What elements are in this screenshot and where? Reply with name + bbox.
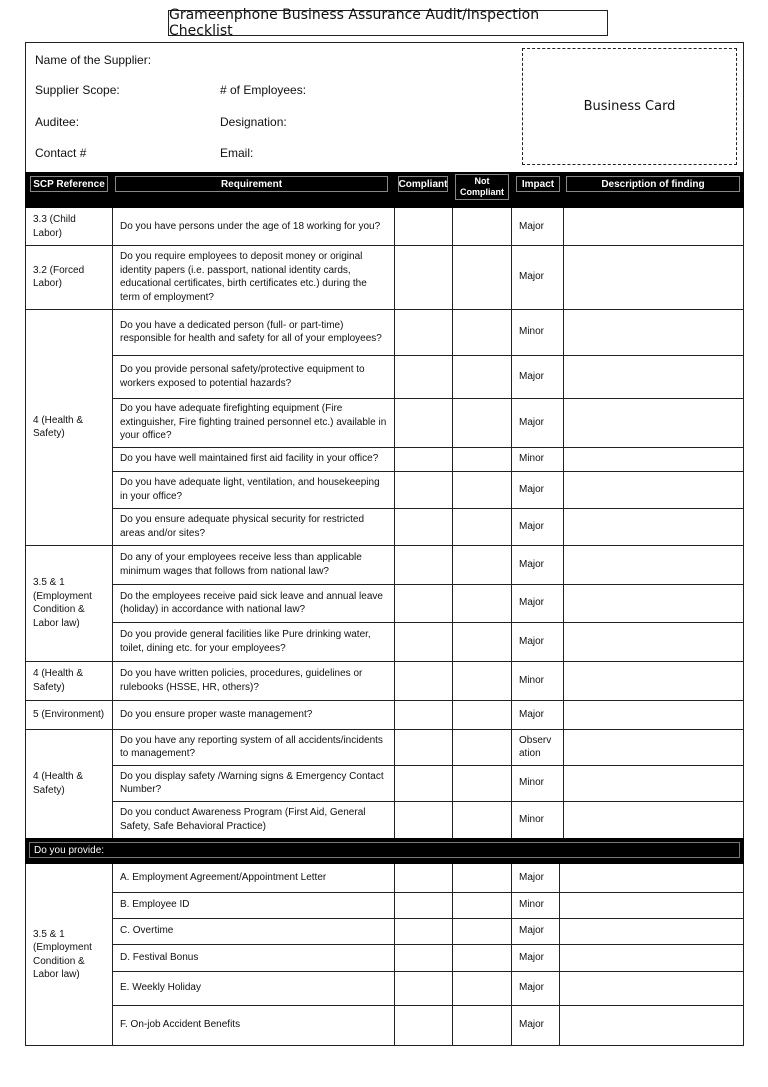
requirement-cell: Do the employees receive paid sick leave and annual leave (holiday) in accordance with national law? — [120, 590, 383, 615]
scp-ref-health-safety: 4 (Health & Safety) — [33, 771, 84, 796]
requirement-cell: Do you have adequate light, ventilation, and housekeeping in your office? — [120, 477, 380, 502]
auditee-label: Auditee: — [35, 115, 80, 129]
impact-cell: Major — [519, 597, 545, 609]
header-impact: Impact — [516, 176, 560, 192]
impact-cell: Minor — [519, 674, 545, 686]
impact-cell: Major — [519, 520, 545, 532]
requirement-cell: Do you provide general facilities like Pure drinking water, toilet, dining etc. for your employees? — [120, 629, 371, 654]
requirement-cell: Do you ensure adequate physical security for restricted areas and/or sites? — [120, 514, 365, 539]
provide-requirement-cell: E. Weekly Holiday — [120, 982, 201, 994]
requirement-cell: Do any of your employees receive less than applicable minimum wages that follows from national law? — [120, 552, 362, 577]
impact-cell: Major — [519, 416, 545, 428]
requirement-cell: Do you ensure proper waste management? — [120, 708, 313, 720]
designation-label: Designation: — [220, 115, 287, 129]
provide-impact-cell: Major — [519, 951, 545, 963]
impact-cell: Minor — [519, 777, 545, 789]
section-bar — [25, 838, 744, 864]
scp-ref-employment: 3.5 & 1 (Employment Condition & Labor law) — [33, 928, 92, 980]
header-requirement: Requirement — [115, 176, 388, 192]
scp-ref-child-labor: 3.3 (Child Labor) — [33, 214, 76, 239]
impact-cell: Major — [519, 483, 545, 495]
provide-requirement-cell: D. Festival Bonus — [120, 951, 199, 963]
requirement-cell: Do you have well maintained first aid facility in your office? — [120, 453, 379, 465]
employees-label: # of Employees: — [220, 83, 307, 97]
impact-cell: Observation — [519, 734, 552, 759]
header-not-compliant-line2: Compliant — [460, 187, 504, 197]
scp-ref-health-safety: 4 (Health & Safety) — [33, 668, 84, 693]
requirement-cell: Do you have persons under the age of 18 working for you? — [120, 220, 381, 232]
provide-requirement-cell: A. Employment Agreement/Appointment Letter — [120, 872, 327, 884]
provide-impact-cell: Major — [519, 1019, 545, 1031]
header-not-compliant — [455, 174, 509, 200]
scp-ref-forced-labor: 3.2 (Forced Labor) — [33, 264, 85, 289]
scp-ref-health-safety: 4 (Health & Safety) — [33, 414, 84, 439]
header-not-compliant-line1: Not — [474, 176, 490, 186]
requirement-cell: Do you require employees to deposit money or original identity papers (i.e. passport, national identity cards, educational certificates, birth certificates etc.) during the term of employment? — [120, 251, 367, 303]
scp-ref-employment: 3.5 & 1 (Employment Condition & Labor law) — [33, 577, 92, 629]
requirement-cell: Do you have adequate firefighting equipment (Fire extinguisher, Fire fighting trained personnel etc.) available in your office? — [120, 403, 387, 442]
provide-requirement-cell: B. Employee ID — [120, 899, 190, 911]
supplier-name-label: Name of the Supplier: — [35, 53, 152, 67]
provide-impact-cell: Major — [519, 872, 545, 884]
requirement-cell: Do you conduct Awareness Program (First Aid, General Safety, Safe Behavioral Practice) — [120, 807, 366, 832]
header-compliant: Compliant — [398, 176, 448, 192]
impact-cell: Major — [519, 635, 545, 647]
impact-cell: Minor — [519, 813, 545, 825]
table-header — [25, 172, 744, 208]
provide-requirement-cell: F. On-job Accident Benefits — [120, 1019, 241, 1031]
provide-requirement-cell: C. Overtime — [120, 925, 174, 937]
impact-cell: Major — [519, 708, 545, 720]
email-label: Email: — [220, 146, 254, 160]
supplier-scope-label: Supplier Scope: — [35, 83, 120, 97]
provide-impact-cell: Minor — [519, 899, 545, 911]
requirement-cell: Do you provide personal safety/protective equipment to workers exposed to potential hazards? — [120, 364, 365, 389]
impact-cell: Major — [519, 558, 545, 570]
document-title: Grameenphone Business Assurance Audit/Inspection Checklist — [168, 10, 608, 36]
provide-impact-cell: Major — [519, 982, 545, 994]
requirement-cell: Do you have any reporting system of all accidents/incidents to management? — [120, 734, 383, 759]
impact-cell: Minor — [519, 326, 545, 338]
impact-cell: Major — [519, 271, 545, 283]
requirement-cell: Do you display safety /Warning signs & Emergency Contact Number? — [120, 770, 384, 795]
contact-label: Contact # — [35, 146, 87, 160]
header-description: Description of finding — [566, 176, 740, 192]
impact-cell: Major — [519, 220, 545, 232]
impact-cell: Minor — [519, 453, 545, 465]
scp-ref-environment: 5 (Environment) — [33, 708, 105, 720]
section-label: Do you provide: — [29, 842, 740, 858]
requirement-cell: Do you have a dedicated person (full- or part-time) responsible for health and safety for all of your employees? — [120, 319, 382, 344]
header-scp: SCP Reference — [30, 176, 108, 192]
impact-cell: Major — [519, 370, 545, 382]
provide-impact-cell: Major — [519, 925, 545, 937]
requirement-cell: Do you have written policies, procedures, guidelines or rulebooks (HSSE, HR, others)? — [120, 668, 363, 693]
business-card-placeholder: Business Card — [522, 48, 737, 165]
